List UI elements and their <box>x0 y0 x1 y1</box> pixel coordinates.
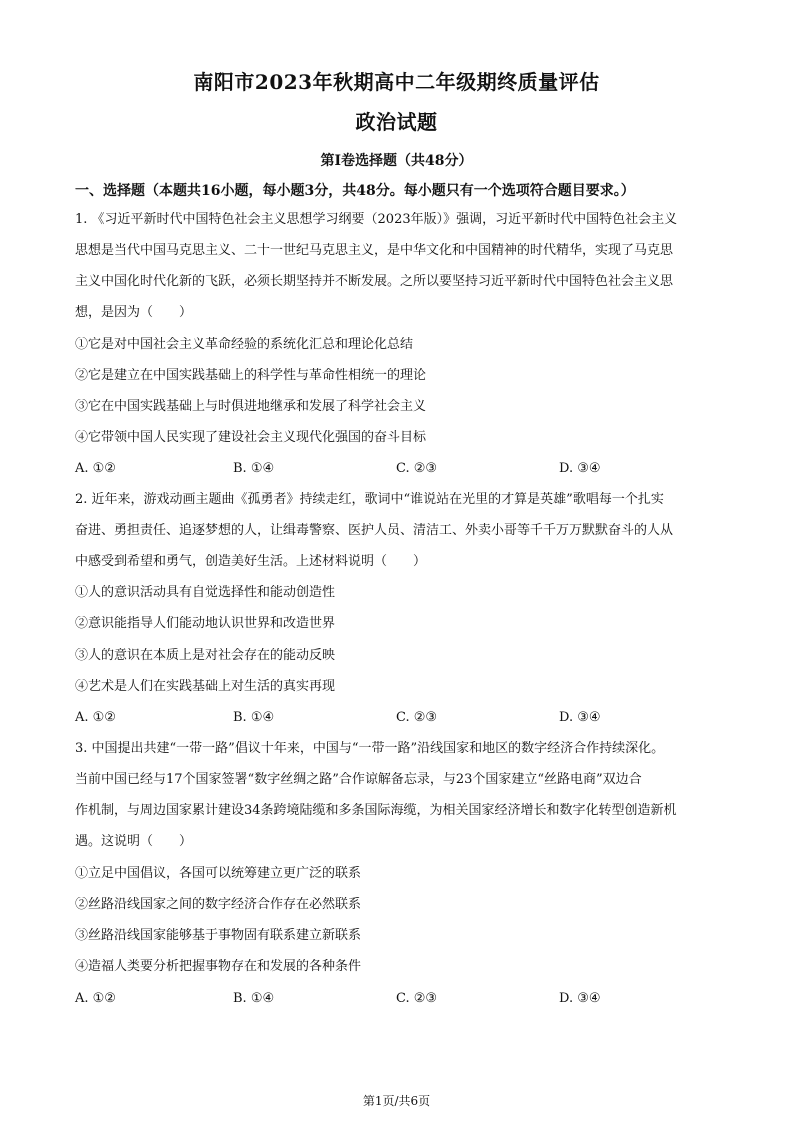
section-heading: 一、选择题（本题共16小题，每小题3分，共48分。每小题只有一个选项符合题目要求。） <box>75 183 635 199</box>
q1-stem-line: 想，是因为（ ） <box>75 305 193 320</box>
q3-stem-line: 遇。这说明（ ） <box>75 834 193 849</box>
q1-stem-line: 思想是当代中国马克思主义、二十一世纪马克思主义，是中华文化和中国精神的时代精华，实现了马克思 <box>75 243 674 258</box>
q1-stem-line: 主义中国化时代化新的飞跃，必须长期坚持并不断发展。之所以要坚持习近平新时代中国特色社会主义思 <box>75 274 674 289</box>
q1-statement: ①它是对中国社会主义革命经验的系统化汇总和理论化总结 <box>75 337 414 352</box>
q3-stem-line: 3. 中国提出共建“一带一路”倡议十年来，中国与“一带一路”沿线国家和地区的数字经济合作持续深化。 <box>75 741 665 756</box>
page-number: 第1页/共6页 <box>362 1094 431 1108</box>
q2-stem-line: 中感受到希望和勇气，创造美好生活。上述材料说明（ ） <box>75 554 427 569</box>
option-a[interactable]: A. ①② <box>75 461 116 476</box>
q2-statement: ②意识能指导人们能动地认识世界和改造世界 <box>75 616 336 631</box>
q2-stem-line: 2. 近年来，游戏动画主题曲《孤勇者》持续走红，歌词中“谁说站在光里的才算是英雄”歌唱每一个扎实 <box>75 492 664 507</box>
q3-statement: ②丝路沿线国家之间的数字经济合作存在必然联系 <box>75 897 362 912</box>
option-d[interactable]: D. ③④ <box>559 991 601 1006</box>
q3-statement: ④造福人类要分析把握事物存在和发展的各种条件 <box>75 959 362 974</box>
q1-statement: ②它是建立在中国实践基础上的科学性与革命性相统一的理论 <box>75 368 427 383</box>
exam-title: 南阳市2023年秋期高中二年级期终质量评估 <box>193 70 600 94</box>
option-a[interactable]: A. ①② <box>75 710 116 725</box>
q2-statement: ①人的意识活动具有自觉选择性和能动创造性 <box>75 585 336 600</box>
option-c[interactable]: C. ②③ <box>396 991 438 1006</box>
q1-stem-line: 1. 《习近平新时代中国特色社会主义思想学习纲要（2023年版）》强调，习近平新时代中国特色社会主义 <box>75 212 678 227</box>
q3-statement: ①立足中国倡议，各国可以统筹建立更广泛的联系 <box>75 866 362 881</box>
q3-statement: ③丝路沿线国家能够基于事物固有联系建立新联系 <box>75 928 362 943</box>
option-a[interactable]: A. ①② <box>75 991 116 1006</box>
q1-statement: ③它在中国实践基础上与时俱进地继承和发展了科学社会主义 <box>75 399 427 414</box>
option-b[interactable]: B. ①④ <box>233 991 275 1006</box>
option-b[interactable]: B. ①④ <box>233 710 275 725</box>
option-c[interactable]: C. ②③ <box>396 461 438 476</box>
q3-stem-line: 当前中国已经与17个国家签署“数字丝绸之路”合作谅解备忘录，与23个国家建立“丝路电商”双边合 <box>75 772 642 787</box>
q3-stem-line: 作机制，与周边国家累计建设34条跨境陆缆和多条国际海缆，为相关国家经济增长和数字化转型创造新机 <box>75 803 677 818</box>
q2-stem-line: 奋进、勇担责任、追逐梦想的人，让缉毒警察、医护人员、清洁工、外卖小哥等千千万万默默奋斗的人从 <box>75 523 674 538</box>
option-d[interactable]: D. ③④ <box>559 710 601 725</box>
option-d[interactable]: D. ③④ <box>559 461 601 476</box>
part-heading: 第Ⅰ卷选择题（共48分） <box>320 153 473 169</box>
option-c[interactable]: C. ②③ <box>396 710 438 725</box>
exam-subject: 政治试题 <box>355 110 438 134</box>
q1-statement: ④它带领中国人民实现了建设社会主义现代化强国的奋斗目标 <box>75 430 427 445</box>
option-b[interactable]: B. ①④ <box>233 461 275 476</box>
q2-statement: ③人的意识在本质上是对社会存在的能动反映 <box>75 648 336 663</box>
q2-statement: ④艺术是人们在实践基础上对生活的真实再现 <box>75 679 336 694</box>
